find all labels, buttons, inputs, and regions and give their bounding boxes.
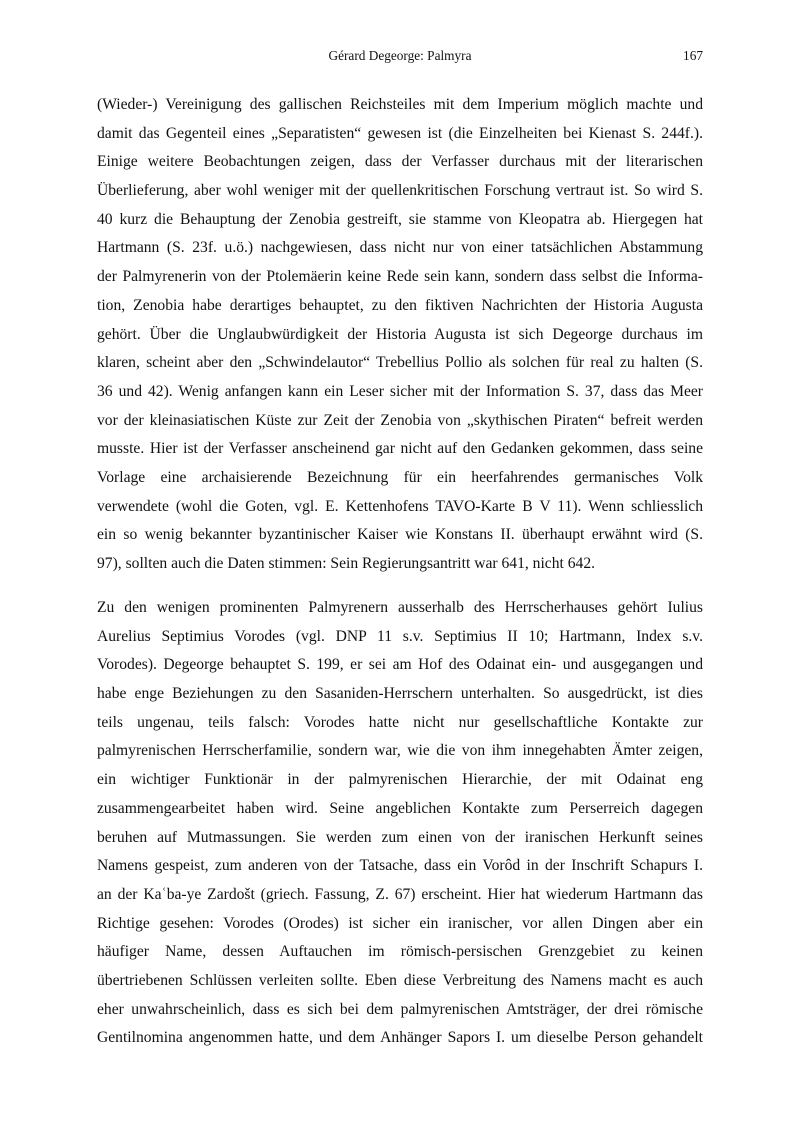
text-line: Aurelius Septimius Vorodes (vgl. DNP 11 s.v. Septimius II 10; Hartmann, Index s.v. <box>97 627 703 645</box>
text-line: Hartmann (S. 23f. u.ö.) nachgewiesen, dass nicht nur von einer tatsächlichen Abstammung <box>97 239 703 257</box>
text-line: Gentilnomina angenommen hatte, und dem Anhänger Sapors I. um dieselbe Person gehandelt <box>97 1029 703 1047</box>
text-line: Einige weitere Beobachtungen zeigen, dass der Verfasser durchaus mit der literarischen <box>97 153 703 171</box>
text-line: zusammengearbeitet haben wird. Seine angeblichen Kontakte zum Perserreich dagegen <box>97 799 703 817</box>
text-line: damit das Gegenteil eines „Separatisten“ gewesen ist (die Einzelheiten bei Kienast S. 244f.). <box>97 124 703 142</box>
text-line: 40 kurz die Behauptung der Zenobia gestreift, sie stamme von Kleopatra ab. Hiergegen hat <box>97 210 703 228</box>
text-line: beruhen auf Mutmassungen. Sie werden zum einen von der iranischen Herkunft seines <box>97 828 703 846</box>
text-line: ein wichtiger Funktionär in der palmyrenischen Hierarchie, der mit Odainat eng <box>97 771 703 789</box>
running-title: Gérard Degeorge: Palmyra <box>328 48 472 63</box>
text-line: eher unwahrscheinlich, dass es sich bei dem palmyrenischen Amtsträger, der drei römische <box>97 1000 703 1018</box>
text-line: Vorlage eine archaisierende Bezeichnung für ein heerfahrendes germanisches Volk <box>97 468 703 486</box>
text-line: ein so wenig bekannter byzantinischer Kaiser wie Konstans II. überhaupt erwähnt wird (S. <box>97 526 703 544</box>
text-line: der Palmyrenerin von der Ptolemäerin keine Rede sein kann, sondern dass selbst die Informa- <box>97 268 703 286</box>
text-line: Richtige gesehen: Vorodes (Orodes) ist sicher ein iranischer, vor allen Dingen aber ein <box>97 914 703 932</box>
page-number: 167 <box>683 48 703 63</box>
text-line: teils ungenau, teils falsch: Vorodes hatte nicht nur gesellschaftliche Kontakte zur <box>97 713 703 731</box>
text-line: häufiger Name, dessen Auftauchen im römisch-persischen Grenzgebiet zu keinen <box>97 943 703 961</box>
page-header <box>97 46 703 66</box>
text-line: übertriebenen Schlüssen verleiten sollte. Eben diese Verbreitung des Namens macht es auch <box>97 971 703 989</box>
paragraph-1 <box>97 91 703 579</box>
text-line: 36 und 42). Wenig anfangen kann ein Leser sicher mit der Information S. 37, dass das Meer <box>97 382 703 400</box>
text-line: musste. Hier ist der Verfasser anscheinend gar nicht auf den Gedanken gekommen, dass seine <box>97 440 703 458</box>
text-line: (Wieder-) Vereinigung des gallischen Reichsteiles mit dem Imperium möglich machte und <box>97 96 703 113</box>
text-line: habe enge Beziehungen zu den Sasaniden-Herrschern unterhalten. So ausgedrückt, ist dies <box>97 685 703 703</box>
paragraph-2 <box>97 594 703 1053</box>
text-line: klaren, scheint aber den „Schwindelautor“ Trebellius Pollio als solchen für real zu halten (S. <box>97 354 703 372</box>
text-line: an der Kaʿba-ye Zardošt (griech. Fassung, Z. 67) erscheint. Hier hat wiederum Hartmann das <box>97 885 703 903</box>
text-line: Namens gespeist, zum anderen von der Tatsache, dass ein Vorôd in der Inschrift Schapurs I. <box>97 857 703 875</box>
text-line: gehört. Über die Unglaubwürdigkeit der Historia Augusta ist sich Degeorge durchaus im <box>97 325 703 343</box>
text-line: Zu den wenigen prominenten Palmyrenern ausserhalb des Herrscherhauses gehört Iulius <box>97 599 703 616</box>
text-line: tion, Zenobia habe derartiges behauptet, zu den fiktiven Nachrichten der Historia Augusta <box>97 296 703 314</box>
text-line-last: 97), sollten auch die Daten stimmen: Sein Regierungsantritt war 641, nicht 642. <box>97 555 596 572</box>
text-line: Überlieferung, aber wohl weniger mit der quellenkritischen Forschung vertraut ist. So wird S. <box>97 182 703 200</box>
text-line: palmyrenischen Herrscherfamilie, sondern war, wie die von ihm innegehabten Ämter zeigen, <box>97 742 703 760</box>
text-line: Vorodes). Degeorge behauptet S. 199, er sei am Hof des Odainat ein- und ausgegangen und <box>97 656 703 674</box>
text-line: verwendete (wohl die Goten, vgl. E. Kettenhofens TAVO-Karte B V 11). Wenn schliesslich <box>97 497 703 515</box>
text-line: vor der kleinasiatischen Küste zur Zeit der Zenobia von „skythischen Piraten“ befreit werden <box>97 411 703 429</box>
